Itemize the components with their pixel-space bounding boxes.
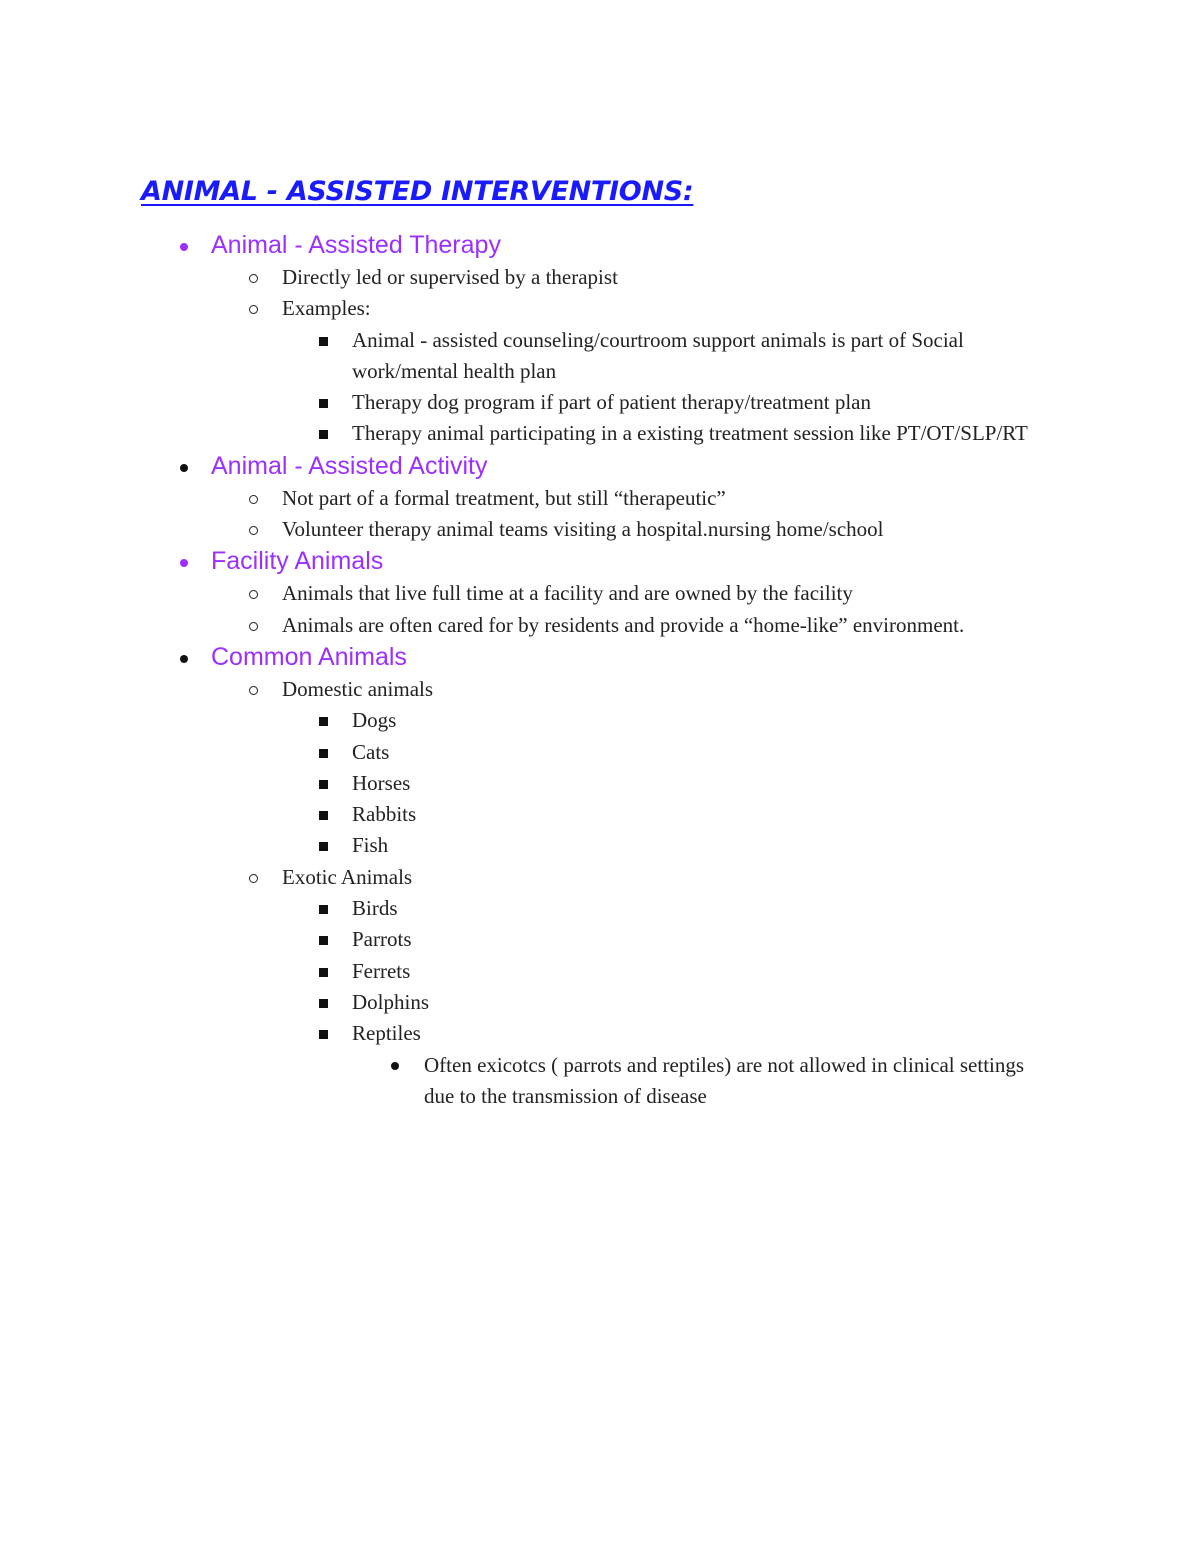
reptiles-note-list	[0, 1050, 1052, 1113]
list-item	[0, 862, 1200, 1112]
note-text: Often exicotcs ( parrots and reptiles) are not allowed in clinical settings due to the transmission of disease	[424, 1052, 1025, 1108]
section-items	[0, 483, 1200, 546]
list-item-text: Not part of a formal treatment, but still “therapeutic”	[282, 485, 726, 510]
list-item	[0, 578, 1200, 609]
sub-list-item	[0, 768, 1052, 799]
sub-list-item	[0, 325, 1052, 388]
section-heading: Facility Animals	[211, 547, 384, 576]
list-item-text: Volunteer therapy animal teams visiting a hospital.nursing home/school	[282, 517, 884, 542]
sub-list-item	[0, 1018, 1052, 1112]
section-animal-assisted-activity	[0, 450, 1200, 546]
list-item	[0, 483, 1200, 514]
sub-list-item-text: Ferrets	[352, 958, 411, 983]
list-item	[0, 514, 1200, 545]
note-item	[0, 1050, 1044, 1113]
sub-list-item	[0, 987, 1052, 1018]
sub-list-item-text: Horses	[352, 770, 411, 795]
sub-list-item-text: Therapy animal participating in a existing treatment session like PT/OT/SLP/RT	[352, 421, 1028, 446]
sub-list-item-text: Birds	[352, 896, 398, 921]
sub-list-item	[0, 893, 1052, 924]
sub-list-item	[0, 799, 1052, 830]
sub-list-item-text: Rabbits	[352, 802, 417, 827]
section-heading: Animal - Assisted Therapy	[211, 231, 501, 259]
sub-list-item-text: Reptiles	[352, 1021, 421, 1046]
sub-list-item	[0, 956, 1052, 987]
examples-list	[0, 325, 1200, 450]
sub-list-item	[0, 924, 1052, 955]
sub-list-item-text: Therapy dog program if part of patient therapy/treatment plan	[352, 390, 871, 415]
sub-list-item	[0, 830, 1052, 861]
section-facility-animals	[0, 545, 1200, 641]
sub-list-item	[0, 387, 1052, 418]
list-item-text: Domestic animals	[282, 676, 434, 701]
exotic-animals-list	[0, 893, 1200, 1112]
list-item	[0, 293, 1200, 449]
list-item-text: Animals are often cared for by residents and provide a “home-like” environment.	[282, 612, 965, 637]
sub-list-item-text: Cats	[352, 739, 390, 764]
list-item	[0, 610, 1200, 641]
list-item-text: Examples:	[282, 296, 371, 321]
list-item-text: Exotic Animals	[282, 864, 413, 889]
sub-list-item-text: Parrots	[352, 927, 412, 952]
section-items	[0, 578, 1200, 641]
sub-list-item	[0, 418, 1052, 449]
section-animal-assisted-therapy	[0, 229, 1200, 450]
section-common-animals	[0, 641, 1200, 1112]
interventions-outline	[0, 229, 1200, 1112]
sub-list-item	[0, 737, 1052, 768]
sub-list-item-text: Fish	[352, 833, 389, 858]
document-title: ANIMAL - ASSISTED INTERVENTIONS:	[141, 176, 694, 207]
list-item-text: Animals that live full time at a facility and are owned by the facility	[282, 581, 853, 606]
section-heading: Common Animals	[211, 642, 407, 671]
sub-list-item	[0, 705, 1052, 736]
list-item	[0, 674, 1200, 862]
sub-list-item-text: Animal - assisted counseling/courtroom support animals is part of Social work/mental health plan	[352, 327, 964, 383]
list-item	[0, 262, 1200, 293]
sub-list-item-text: Dogs	[352, 708, 397, 733]
section-items	[0, 262, 1200, 450]
domestic-animals-list	[0, 705, 1200, 861]
section-items	[0, 674, 1200, 1112]
sub-list-item-text: Dolphins	[352, 989, 430, 1014]
section-heading: Animal - Assisted Activity	[211, 451, 488, 480]
list-item-text: Directly led or supervised by a therapist	[282, 265, 618, 289]
